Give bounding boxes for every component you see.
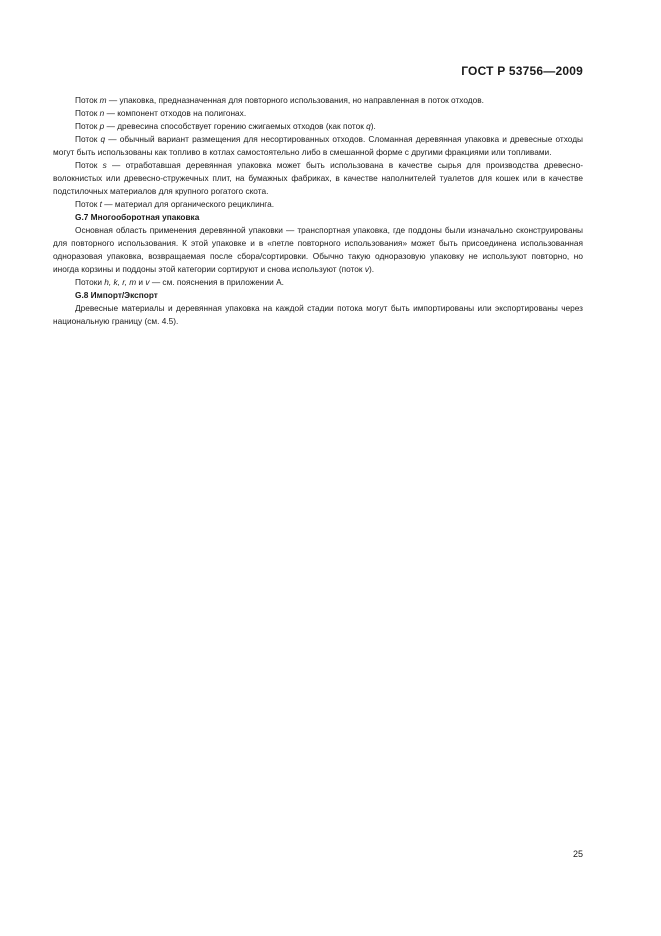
flow-var: n [99, 108, 105, 118]
paragraph-flow-m [53, 94, 583, 107]
document-code: ГОСТ Р 53756—2009 [461, 64, 583, 78]
flow-var: m [99, 95, 107, 105]
text: Поток [75, 95, 100, 105]
paragraph-flow-n [53, 107, 583, 120]
flow-var: p [99, 121, 105, 131]
flow-var: t [99, 199, 102, 209]
text: ). [368, 264, 375, 274]
text: — обычный вариант размещения для несортированных отходов. Сломанная деревянная упаковка и древесные отходы могут быть использованы как топливо в котлах самостоятельно либо в смешанной форме с другими фракциями или топливами. [53, 134, 583, 157]
text: Потоки [75, 277, 105, 287]
text: Поток [75, 160, 103, 170]
text: — древесина способствует горению сжигаемых отходов (как поток [104, 121, 367, 131]
page-content [53, 94, 583, 328]
flow-var: q [100, 134, 106, 144]
text: и [136, 277, 146, 287]
section-g7-flows [53, 276, 583, 289]
text: Основная область применения деревянной упаковки — транспортная упаковка, где поддоны были изначально сконструированы для повторного использования. К этой упаковке и в «петле повторного использования» может быть присоединена использованная одноразовая упаковка, возвращаемая после сбора/сортировки. Обычно такую одноразовую упаковку не используют повторно, но иногда корзины и поддоны этой категории сортируют и снова используют (поток [53, 225, 583, 274]
text: — см. пояснения в приложении А. [149, 277, 284, 287]
flow-var: s [102, 160, 107, 170]
paragraph-flow-t [53, 198, 583, 211]
section-heading-g7: G.7 Многооборотная упаковка [75, 212, 200, 222]
flow-var: v [364, 264, 369, 274]
section-g7-body [53, 224, 583, 276]
paragraph-flow-s [53, 159, 583, 198]
flow-var: v [145, 277, 150, 287]
text: Поток [75, 199, 100, 209]
text: — отработавшая деревянная упаковка может быть использована в качестве сырья для производства древесно-волокнистых или древесно-стружечных плит, на бумажных фабриках, в качестве наполнителей туалетов для кошек или в качестве подстилочных материалов для крупного рогатого скота. [53, 160, 583, 196]
paragraph-flow-q [53, 133, 583, 159]
page-number: 25 [572, 849, 583, 859]
text: — упаковка, предназначенная для повторного использования, но направленная в поток отходов. [106, 95, 484, 105]
text: Поток [75, 134, 101, 144]
text: — компонент отходов на полигонах. [104, 108, 247, 118]
flow-vars: h, k, r, m [104, 277, 137, 287]
text: Поток [75, 108, 100, 118]
text: ). [370, 121, 376, 131]
section-g8-body: Древесные материалы и деревянная упаковка на каждой стадии потока могут быть импортированы или экспортированы через национальную границу (см. 4.5). [53, 303, 583, 326]
section-heading-g8: G.8 Импорт/Экспорт [75, 290, 158, 300]
paragraph-flow-p [53, 120, 583, 133]
text: Поток [75, 121, 100, 131]
text: — материал для органического рециклинга. [101, 199, 275, 209]
flow-var: q [366, 121, 371, 131]
